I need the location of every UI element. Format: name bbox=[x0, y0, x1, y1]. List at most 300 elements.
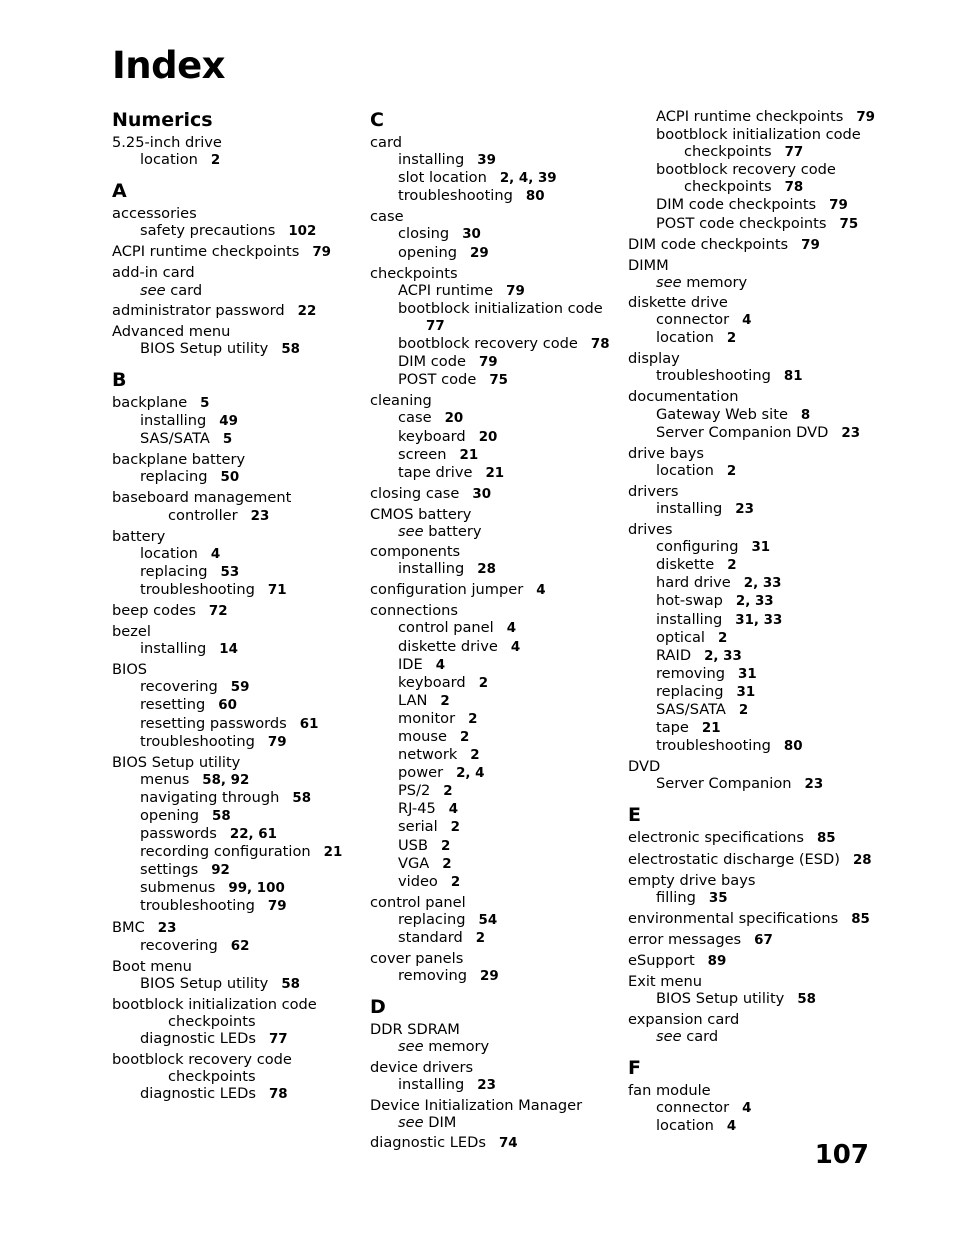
page-reference[interactable]: 80 bbox=[783, 739, 803, 755]
entry-term: recording configuration bbox=[140, 843, 311, 861]
entry-term: backplane battery bbox=[112, 451, 246, 469]
index-subentry bbox=[628, 665, 875, 683]
entry-term: resetting passwords bbox=[140, 714, 287, 732]
entry-term: BIOS Setup utility bbox=[140, 974, 269, 992]
page-reference[interactable]: 31 bbox=[736, 684, 756, 700]
index-subentry bbox=[370, 464, 610, 482]
page-reference[interactable]: 4 bbox=[435, 657, 446, 673]
page-reference[interactable]: 30 bbox=[462, 227, 481, 243]
entry-term: DIM bbox=[428, 1113, 457, 1131]
page-reference[interactable]: 79 bbox=[267, 734, 287, 750]
entry-term: filling bbox=[656, 888, 696, 906]
index-subentry bbox=[370, 800, 610, 818]
page-reference[interactable]: 21 bbox=[701, 721, 721, 737]
entry-term: troubleshooting bbox=[656, 367, 771, 385]
index-subentry bbox=[370, 300, 610, 317]
page-reference[interactable]: 59 bbox=[230, 680, 250, 696]
index-subentry bbox=[628, 574, 875, 592]
entry-term: memory bbox=[686, 273, 748, 291]
page-reference[interactable]: 2 bbox=[443, 784, 453, 800]
index-entry bbox=[370, 208, 610, 225]
index-subentry bbox=[370, 873, 610, 891]
page-reference[interactable]: 92 bbox=[211, 863, 230, 879]
index-subentry bbox=[628, 719, 875, 737]
page-reference[interactable]: 60 bbox=[218, 698, 237, 714]
index-subentry bbox=[370, 1038, 610, 1055]
entry-term: DIMM bbox=[628, 256, 669, 274]
page-reference[interactable]: 81 bbox=[783, 369, 803, 385]
page-reference[interactable]: 31 bbox=[738, 666, 757, 682]
section-heading: E bbox=[628, 804, 641, 827]
entry-term: installing bbox=[398, 560, 465, 578]
page-reference[interactable]: 28 bbox=[477, 562, 496, 578]
index-entry bbox=[112, 602, 342, 620]
entry-term: monitor bbox=[398, 709, 456, 727]
entry-term: keyboard bbox=[398, 673, 466, 691]
index-subentry bbox=[370, 282, 610, 300]
entry-term: 5.25-inch drive bbox=[112, 134, 222, 151]
section-heading: A bbox=[112, 180, 127, 203]
entry-term: Exit menu bbox=[628, 973, 702, 991]
index-subentry bbox=[628, 215, 875, 233]
section-heading: F bbox=[628, 1056, 641, 1079]
entry-term: location bbox=[656, 329, 714, 347]
page-reference[interactable]: 14 bbox=[219, 642, 238, 658]
page-reference[interactable]: 23 bbox=[841, 425, 861, 441]
entry-term: fan module bbox=[628, 1081, 711, 1099]
entry-term: recovering bbox=[140, 678, 218, 696]
index-entry bbox=[370, 1134, 610, 1152]
entry-term: administrator password bbox=[112, 301, 285, 319]
entry-term: optical bbox=[656, 628, 705, 646]
entry-term: drive bays bbox=[628, 444, 705, 462]
index-entry bbox=[112, 302, 342, 320]
page-reference[interactable]: 2 bbox=[475, 931, 486, 947]
index-subentry bbox=[112, 222, 342, 240]
page-reference[interactable]: 4 bbox=[742, 1100, 752, 1116]
page-reference[interactable]: 20 bbox=[444, 411, 464, 427]
page-reference[interactable]: 20 bbox=[478, 429, 498, 445]
index-subentry bbox=[370, 560, 610, 578]
page-reference[interactable]: 78 bbox=[590, 337, 610, 353]
index-subentry bbox=[112, 1068, 342, 1085]
index-subentry bbox=[112, 412, 342, 430]
page-reference[interactable]: 2, 33 bbox=[743, 576, 782, 592]
entry-term: installing bbox=[656, 610, 723, 628]
entry-term: DIM code checkpoints bbox=[656, 196, 817, 214]
index-subentry bbox=[628, 274, 875, 291]
page-reference[interactable]: 31 bbox=[751, 540, 771, 556]
index-entry bbox=[112, 264, 342, 281]
page-reference[interactable]: 67 bbox=[754, 932, 773, 948]
entry-term: bezel bbox=[112, 623, 151, 641]
index-entry bbox=[628, 483, 875, 500]
index-entry bbox=[112, 489, 342, 506]
page-reference[interactable]: 8 bbox=[800, 407, 811, 423]
page-reference[interactable]: 5 bbox=[222, 432, 233, 448]
index-subentry bbox=[628, 406, 875, 424]
see-reference: see bbox=[398, 1113, 424, 1131]
entry-term: POST code bbox=[398, 371, 477, 389]
entry-term: mouse bbox=[398, 728, 447, 745]
section-heading: Numerics bbox=[112, 109, 213, 131]
index-subentry bbox=[370, 782, 610, 800]
index-subentry bbox=[370, 967, 610, 985]
entry-term: menus bbox=[140, 770, 190, 788]
page-reference[interactable]: 39 bbox=[477, 153, 496, 169]
entry-term: bootblock recovery code bbox=[656, 161, 836, 179]
entry-term: tape drive bbox=[398, 463, 473, 481]
entry-term: standard bbox=[398, 929, 463, 947]
page-reference[interactable]: 58, 92 bbox=[202, 772, 250, 788]
index-subentry bbox=[370, 710, 610, 728]
page-reference[interactable]: 22, 61 bbox=[229, 827, 277, 843]
entry-term: installing bbox=[656, 499, 723, 517]
page-reference[interactable]: 58 bbox=[292, 790, 312, 806]
index-entry bbox=[628, 521, 875, 538]
index-entry bbox=[628, 350, 875, 367]
page-reference[interactable]: 62 bbox=[230, 938, 250, 954]
index-subentry bbox=[628, 1028, 875, 1045]
index-subentry bbox=[628, 556, 875, 574]
index-subentry bbox=[628, 126, 875, 143]
page-reference[interactable]: 2, 33 bbox=[735, 594, 774, 610]
entry-term: diagnostic LEDs bbox=[370, 1133, 486, 1151]
index-subentry bbox=[628, 683, 875, 701]
see-reference: see bbox=[140, 281, 166, 299]
section-heading: C bbox=[370, 109, 384, 131]
entry-term: memory bbox=[428, 1038, 490, 1056]
page-reference[interactable]: 77 bbox=[784, 145, 804, 161]
index-entry bbox=[370, 894, 610, 911]
page-reference[interactable]: 30 bbox=[472, 486, 492, 502]
index-subentry bbox=[370, 225, 610, 243]
index-subentry bbox=[370, 187, 610, 205]
page-reference[interactable]: 21 bbox=[459, 447, 479, 463]
entry-term: POST code checkpoints bbox=[656, 214, 827, 232]
index-subentry bbox=[628, 889, 875, 907]
index-subentry bbox=[370, 353, 610, 371]
entry-term: checkpoints bbox=[684, 178, 772, 196]
entry-term: beep codes bbox=[112, 601, 196, 619]
page-reference[interactable]: 79 bbox=[801, 237, 820, 253]
entry-term: ACPI runtime checkpoints bbox=[112, 243, 300, 261]
page-reference[interactable]: 29 bbox=[480, 969, 499, 985]
entry-term: Boot menu bbox=[112, 957, 192, 975]
page-reference[interactable]: 4 bbox=[510, 639, 521, 655]
entry-term: Device Initialization Manager bbox=[370, 1096, 583, 1114]
entry-term: configuration jumper bbox=[370, 581, 524, 599]
entry-term: location bbox=[140, 151, 198, 169]
page-reference[interactable]: 2 bbox=[440, 838, 451, 854]
page-reference[interactable]: 4 bbox=[742, 313, 752, 329]
page-reference[interactable]: 23 bbox=[804, 777, 824, 793]
entry-term: baseboard management bbox=[112, 489, 292, 507]
index-subentry bbox=[112, 789, 342, 807]
index-subentry bbox=[628, 178, 875, 196]
index-subentry bbox=[112, 843, 342, 861]
entry-term: IDE bbox=[398, 655, 423, 673]
page-reference[interactable]: 23 bbox=[157, 920, 177, 936]
entry-term: DDR SDRAM bbox=[370, 1021, 460, 1039]
index-entry bbox=[370, 134, 610, 151]
see-reference: see bbox=[656, 273, 682, 291]
entry-term: Gateway Web site bbox=[656, 405, 788, 423]
entry-term: passwords bbox=[140, 825, 217, 843]
page-reference[interactable]: 2 bbox=[726, 331, 737, 347]
entry-term: backplane bbox=[112, 393, 188, 411]
entry-term: SAS/SATA bbox=[140, 430, 210, 448]
entry-term: eSupport bbox=[628, 952, 695, 970]
entry-term: DIM code checkpoints bbox=[628, 235, 789, 253]
page-reference[interactable]: 2 bbox=[726, 463, 737, 479]
page-reference[interactable]: 4 bbox=[536, 583, 546, 599]
page-reference[interactable]: 78 bbox=[268, 1087, 288, 1103]
index-subentry bbox=[370, 929, 610, 947]
index-subentry bbox=[628, 143, 875, 161]
page-reference[interactable]: 89 bbox=[707, 954, 727, 970]
index-subentry bbox=[370, 428, 610, 446]
page-reference[interactable]: 79 bbox=[506, 283, 525, 299]
index-entry bbox=[112, 323, 342, 340]
page-reference[interactable]: 4 bbox=[448, 802, 459, 818]
index-entry bbox=[112, 243, 342, 261]
index-entry bbox=[628, 973, 875, 990]
entry-term: resetting bbox=[140, 696, 206, 714]
index-subentry bbox=[628, 367, 875, 385]
entry-term: SAS/SATA bbox=[656, 701, 726, 718]
page-reference[interactable]: 85 bbox=[851, 911, 870, 927]
page-reference[interactable]: 22 bbox=[297, 303, 317, 319]
page-reference[interactable]: 5 bbox=[200, 395, 210, 411]
page-reference[interactable]: 2 bbox=[450, 874, 461, 890]
page-reference[interactable]: 49 bbox=[219, 414, 238, 430]
entry-term: installing bbox=[140, 412, 207, 430]
index-entry bbox=[628, 910, 875, 928]
index-entry bbox=[370, 581, 610, 599]
index-entry bbox=[112, 996, 342, 1013]
entry-term: diagnostic LEDs bbox=[140, 1030, 256, 1048]
entry-term: troubleshooting bbox=[140, 580, 255, 598]
page-reference[interactable]: 2, 33 bbox=[704, 648, 742, 664]
index-subentry bbox=[628, 424, 875, 442]
page-reference[interactable]: 29 bbox=[470, 245, 489, 261]
entry-term: battery bbox=[112, 527, 166, 545]
section-heading: D bbox=[370, 996, 386, 1019]
index-subentry bbox=[112, 733, 342, 751]
page-reference[interactable]: 85 bbox=[816, 831, 836, 847]
entry-term: opening bbox=[398, 243, 457, 261]
page-reference[interactable]: 79 bbox=[856, 110, 875, 125]
page-reference[interactable]: 2 bbox=[440, 693, 450, 709]
index-subentry bbox=[112, 563, 342, 581]
page-reference[interactable]: 80 bbox=[525, 189, 545, 205]
entry-term: replacing bbox=[656, 682, 724, 700]
index-entry bbox=[112, 205, 342, 222]
page-reference[interactable]: 4 bbox=[726, 1118, 737, 1134]
entry-term: add-in card bbox=[112, 264, 195, 282]
entry-term: replacing bbox=[140, 468, 208, 486]
index-subentry bbox=[370, 692, 610, 710]
page-reference[interactable]: 53 bbox=[220, 564, 240, 580]
page-reference[interactable]: 2 bbox=[478, 675, 489, 691]
index-subentry bbox=[370, 335, 610, 353]
index-subentry bbox=[112, 545, 342, 563]
index-entry bbox=[112, 754, 342, 771]
index-subentry bbox=[628, 196, 875, 214]
index-subentry bbox=[628, 161, 875, 178]
entry-term: electronic specifications bbox=[628, 829, 804, 847]
entry-term: recovering bbox=[140, 936, 218, 954]
page-reference[interactable]: 2 bbox=[718, 630, 728, 646]
page-reference[interactable]: 58 bbox=[281, 341, 300, 357]
page-reference[interactable]: 23 bbox=[735, 501, 754, 517]
index-subentry bbox=[370, 371, 610, 389]
page-reference[interactable]: 74 bbox=[498, 1135, 518, 1151]
index-column-3 bbox=[628, 108, 875, 1135]
page-reference[interactable]: 23 bbox=[477, 1077, 496, 1093]
page-reference[interactable]: 79 bbox=[478, 355, 498, 371]
entry-term: BIOS bbox=[112, 661, 148, 679]
index-entry bbox=[370, 543, 610, 560]
index-entry bbox=[112, 394, 342, 412]
entry-term: checkpoints bbox=[168, 1013, 256, 1031]
page-reference[interactable]: 79 bbox=[829, 198, 848, 214]
entry-term: empty drive bays bbox=[628, 871, 756, 889]
page-reference[interactable]: 77 bbox=[268, 1032, 288, 1048]
entry-term: settings bbox=[140, 861, 199, 879]
entry-term: card bbox=[686, 1028, 719, 1046]
page-reference[interactable]: 21 bbox=[323, 845, 343, 861]
page-reference[interactable]: 4 bbox=[506, 621, 517, 637]
page-reference[interactable]: 99, 100 bbox=[228, 881, 285, 897]
index-subentry bbox=[112, 897, 342, 915]
entry-term: CMOS battery bbox=[370, 505, 472, 523]
entry-term: cleaning bbox=[370, 392, 432, 410]
entry-term: slot location bbox=[398, 169, 487, 187]
page-reference[interactable]: 2 bbox=[210, 153, 221, 169]
page-reference[interactable]: 58 bbox=[797, 992, 816, 1008]
entry-term: electrostatic discharge (ESD) bbox=[628, 850, 840, 868]
entry-term: RAID bbox=[656, 646, 692, 664]
index-entry bbox=[628, 952, 875, 970]
index-entry bbox=[628, 1082, 875, 1099]
page-reference[interactable]: 2, 4, 39 bbox=[499, 171, 557, 187]
see-reference: see bbox=[656, 1028, 682, 1046]
page-reference[interactable]: 4 bbox=[210, 546, 221, 562]
index-subentry bbox=[370, 317, 610, 335]
index-subentry bbox=[370, 728, 610, 746]
index-subentry bbox=[628, 629, 875, 647]
index-subentry bbox=[628, 500, 875, 518]
page-reference[interactable]: 71 bbox=[267, 582, 287, 598]
entry-term: ACPI runtime checkpoints bbox=[656, 108, 844, 125]
page-reference[interactable]: 2 bbox=[450, 820, 460, 836]
page-reference[interactable]: 58 bbox=[281, 976, 300, 992]
index-entry bbox=[112, 528, 342, 545]
page-reference[interactable]: 50 bbox=[220, 470, 240, 486]
entry-term: connector bbox=[656, 1098, 730, 1116]
index-entry bbox=[112, 919, 342, 937]
index-subentry bbox=[370, 523, 610, 540]
index-subentry bbox=[112, 340, 342, 358]
index-subentry bbox=[112, 430, 342, 448]
entry-term: installing bbox=[398, 151, 465, 169]
index-entry bbox=[628, 236, 875, 254]
index-subentry bbox=[370, 837, 610, 855]
entry-term: connections bbox=[370, 602, 459, 620]
entry-term: Server Companion DVD bbox=[656, 423, 829, 441]
index-subentry bbox=[370, 244, 610, 262]
page-reference[interactable]: 61 bbox=[299, 716, 319, 732]
page-reference[interactable]: 31, 33 bbox=[735, 612, 783, 628]
page-reference[interactable]: 58 bbox=[212, 809, 231, 824]
entry-term: navigating through bbox=[140, 788, 280, 806]
page-reference[interactable]: 79 bbox=[267, 899, 287, 915]
index-subentry bbox=[628, 647, 875, 665]
entry-term: diagnostic LEDs bbox=[140, 1085, 256, 1103]
page-reference[interactable]: 75 bbox=[839, 216, 859, 232]
entry-term: BMC bbox=[112, 918, 145, 936]
entry-term: Advanced menu bbox=[112, 322, 231, 340]
page-reference[interactable]: 75 bbox=[489, 373, 508, 389]
page-reference[interactable]: 2 bbox=[738, 703, 749, 718]
entry-term: PS/2 bbox=[398, 782, 431, 800]
entry-term: location bbox=[656, 461, 714, 479]
page-reference[interactable]: 72 bbox=[208, 603, 228, 619]
entry-term: replacing bbox=[140, 562, 208, 580]
page-reference[interactable]: 79 bbox=[312, 245, 331, 261]
page-reference[interactable]: 35 bbox=[708, 890, 728, 906]
entry-term: bootblock recovery code bbox=[398, 335, 578, 353]
index-subentry bbox=[112, 975, 342, 993]
index-subentry bbox=[112, 696, 342, 714]
page-reference[interactable]: 2 bbox=[442, 856, 452, 872]
entry-term: controller bbox=[168, 506, 238, 524]
page-reference[interactable]: 23 bbox=[250, 508, 270, 524]
entry-term: battery bbox=[428, 522, 482, 540]
page-reference[interactable]: 2 bbox=[727, 558, 737, 574]
page-reference[interactable]: 77 bbox=[426, 318, 445, 334]
index-subentry bbox=[628, 311, 875, 329]
page-reference[interactable]: 54 bbox=[478, 912, 498, 928]
page-reference[interactable]: 78 bbox=[784, 180, 804, 196]
entry-term: troubleshooting bbox=[140, 897, 255, 915]
page-reference[interactable]: 2 bbox=[459, 730, 470, 745]
page-reference[interactable]: 28 bbox=[852, 852, 872, 868]
index-entry bbox=[370, 602, 610, 619]
index-column-1 bbox=[112, 108, 342, 1104]
page-reference[interactable]: 102 bbox=[288, 224, 317, 240]
index-subentry bbox=[370, 855, 610, 873]
entry-term: case bbox=[398, 409, 432, 427]
index-subentry bbox=[112, 807, 342, 825]
page-reference[interactable]: 21 bbox=[485, 465, 505, 481]
index-entry bbox=[370, 265, 610, 282]
page-reference[interactable]: 2, 4 bbox=[456, 766, 485, 782]
entry-term: control panel bbox=[370, 893, 466, 911]
index-entry bbox=[370, 392, 610, 409]
index-subentry bbox=[370, 656, 610, 674]
index-entry bbox=[370, 1021, 610, 1038]
index-entry bbox=[628, 758, 875, 775]
index-subentry bbox=[628, 611, 875, 629]
entry-term: bootblock initialization code bbox=[398, 299, 603, 317]
entry-term: serial bbox=[398, 818, 438, 836]
page-reference[interactable]: 2 bbox=[468, 711, 478, 727]
page-reference[interactable]: 2 bbox=[470, 748, 480, 764]
entry-term: device drivers bbox=[370, 1058, 474, 1076]
